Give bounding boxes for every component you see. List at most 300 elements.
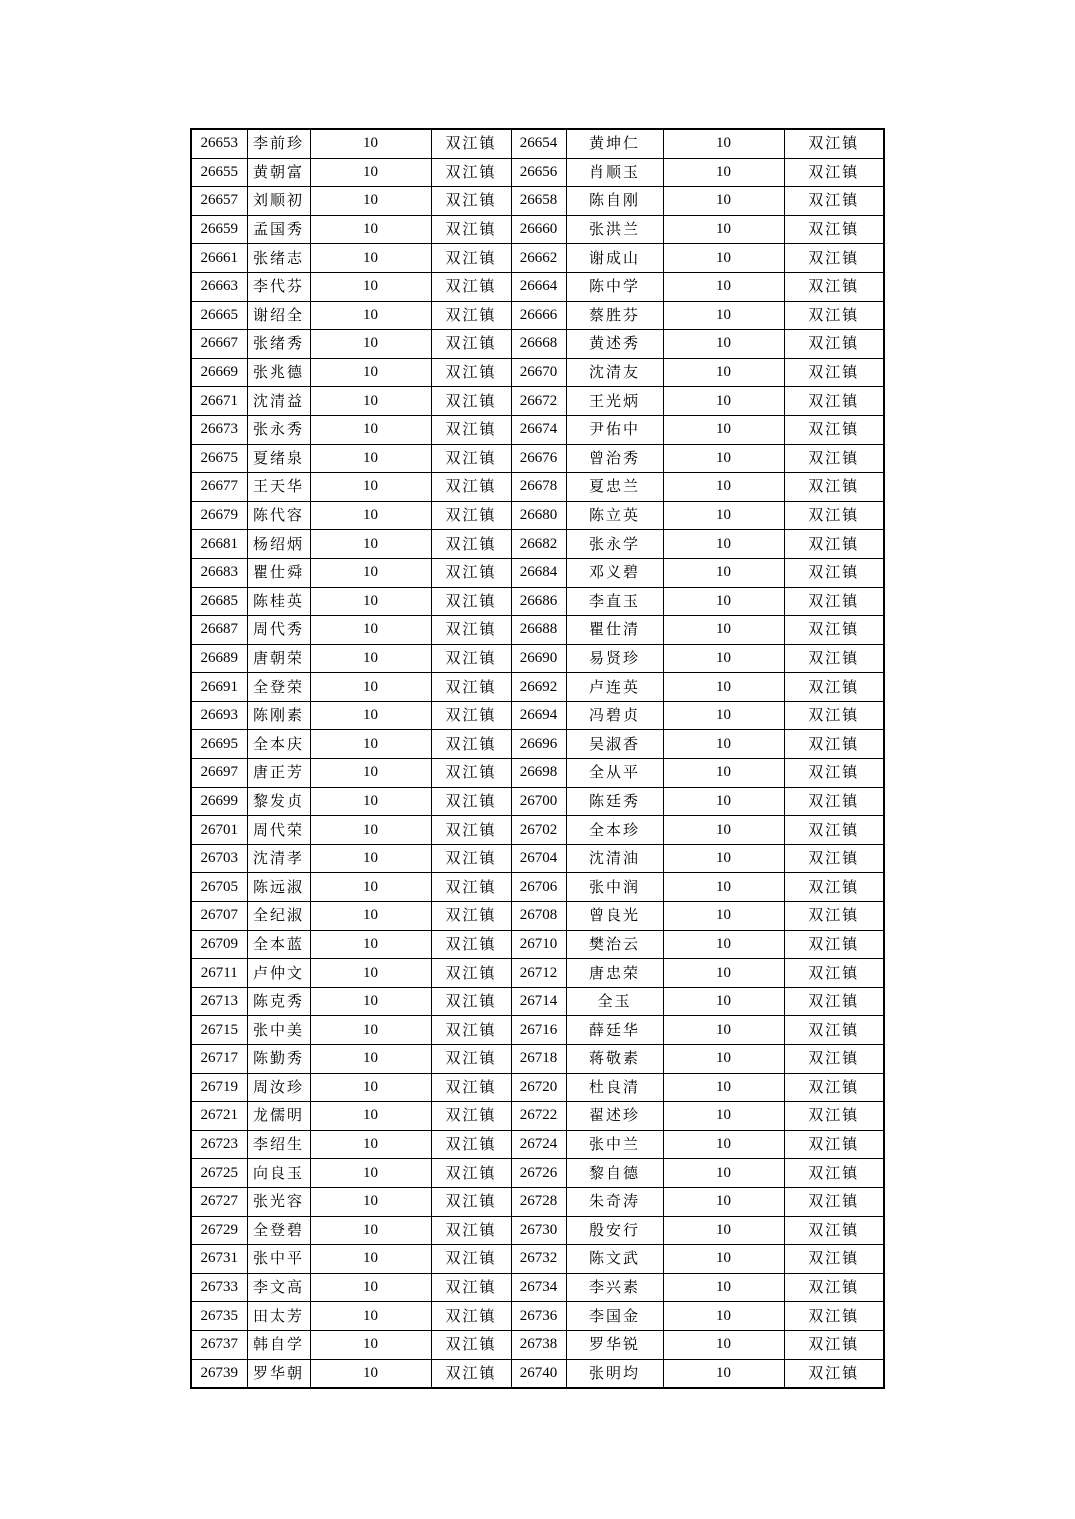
town-name-cell: 双江镇: [784, 301, 884, 330]
town-name-cell: 双江镇: [431, 730, 511, 759]
town-name-cell: 双江镇: [431, 158, 511, 187]
record-id-cell: 26659: [191, 215, 247, 244]
town-name-cell: 双江镇: [784, 1102, 884, 1131]
person-name-cell: 唐正芳: [247, 759, 310, 788]
town-name-cell: 双江镇: [431, 787, 511, 816]
table-row: [191, 330, 884, 359]
person-name-cell: 张绪志: [247, 244, 310, 273]
town-name-cell: 双江镇: [431, 301, 511, 330]
town-name-cell: 双江镇: [784, 787, 884, 816]
amount-cell: 10: [310, 787, 431, 816]
town-name-cell: 双江镇: [431, 444, 511, 473]
record-id-cell: 26711: [191, 959, 247, 988]
record-id-cell: 26719: [191, 1073, 247, 1102]
town-name-cell: 双江镇: [784, 158, 884, 187]
town-name-cell: 双江镇: [784, 444, 884, 473]
town-name-cell: 双江镇: [784, 1159, 884, 1188]
town-name-cell: 双江镇: [431, 473, 511, 502]
person-name-cell: 全本珍: [566, 816, 663, 845]
town-name-cell: 双江镇: [784, 530, 884, 559]
person-name-cell: 孟国秀: [247, 215, 310, 244]
amount-cell: 10: [310, 1045, 431, 1074]
record-id-cell: 26720: [511, 1073, 566, 1102]
table-row: [191, 272, 884, 301]
table-row: [191, 644, 884, 673]
amount-cell: 10: [310, 244, 431, 273]
amount-cell: 10: [663, 959, 784, 988]
amount-cell: 10: [310, 1073, 431, 1102]
town-name-cell: 双江镇: [431, 387, 511, 416]
record-id-cell: 26725: [191, 1159, 247, 1188]
person-name-cell: 韩自学: [247, 1330, 310, 1359]
table-row: [191, 759, 884, 788]
table-row: [191, 187, 884, 216]
amount-cell: 10: [663, 616, 784, 645]
table-row: [191, 816, 884, 845]
amount-cell: 10: [663, 272, 784, 301]
person-name-cell: 薛廷华: [566, 1016, 663, 1045]
person-name-cell: 李绍生: [247, 1130, 310, 1159]
town-name-cell: 双江镇: [784, 1130, 884, 1159]
amount-cell: 10: [663, 158, 784, 187]
amount-cell: 10: [663, 1016, 784, 1045]
town-name-cell: 双江镇: [431, 187, 511, 216]
amount-cell: 10: [310, 1273, 431, 1302]
record-id-cell: 26680: [511, 501, 566, 530]
record-id-cell: 26735: [191, 1302, 247, 1331]
amount-cell: 10: [310, 215, 431, 244]
record-id-cell: 26718: [511, 1045, 566, 1074]
table-row: [191, 215, 884, 244]
amount-cell: 10: [663, 1359, 784, 1388]
amount-cell: 10: [663, 187, 784, 216]
town-name-cell: 双江镇: [431, 530, 511, 559]
town-name-cell: 双江镇: [784, 272, 884, 301]
town-name-cell: 双江镇: [784, 415, 884, 444]
town-name-cell: 双江镇: [784, 1359, 884, 1388]
person-name-cell: 李文高: [247, 1273, 310, 1302]
record-id-cell: 26712: [511, 959, 566, 988]
town-name-cell: 双江镇: [431, 930, 511, 959]
town-name-cell: 双江镇: [431, 987, 511, 1016]
town-name-cell: 双江镇: [784, 1073, 884, 1102]
record-id-cell: 26665: [191, 301, 247, 330]
record-id-cell: 26705: [191, 873, 247, 902]
person-name-cell: 田太芳: [247, 1302, 310, 1331]
amount-cell: 10: [663, 987, 784, 1016]
record-id-cell: 26696: [511, 730, 566, 759]
record-id-cell: 26654: [511, 129, 566, 158]
record-id-cell: 26691: [191, 673, 247, 702]
town-name-cell: 双江镇: [431, 1187, 511, 1216]
table-row: [191, 730, 884, 759]
table-row: [191, 701, 884, 730]
record-id-cell: 26657: [191, 187, 247, 216]
table-row: [191, 844, 884, 873]
amount-cell: 10: [310, 501, 431, 530]
record-id-cell: 26668: [511, 330, 566, 359]
person-name-cell: 唐朝荣: [247, 644, 310, 673]
record-id-cell: 26702: [511, 816, 566, 845]
record-id-cell: 26736: [511, 1302, 566, 1331]
roster-table: [190, 128, 885, 1389]
town-name-cell: 双江镇: [431, 1245, 511, 1274]
amount-cell: 10: [310, 415, 431, 444]
person-name-cell: 张中兰: [566, 1130, 663, 1159]
record-id-cell: 26681: [191, 530, 247, 559]
amount-cell: 10: [310, 987, 431, 1016]
amount-cell: 10: [310, 473, 431, 502]
amount-cell: 10: [663, 644, 784, 673]
amount-cell: 10: [663, 558, 784, 587]
person-name-cell: 易贤珍: [566, 644, 663, 673]
table-row: [191, 1273, 884, 1302]
person-name-cell: 曾良光: [566, 902, 663, 931]
town-name-cell: 双江镇: [784, 759, 884, 788]
person-name-cell: 李直玉: [566, 587, 663, 616]
person-name-cell: 李国金: [566, 1302, 663, 1331]
record-id-cell: 26689: [191, 644, 247, 673]
record-id-cell: 26673: [191, 415, 247, 444]
table-row: [191, 1245, 884, 1274]
town-name-cell: 双江镇: [784, 1045, 884, 1074]
person-name-cell: 罗华锐: [566, 1330, 663, 1359]
record-id-cell: 26703: [191, 844, 247, 873]
amount-cell: 10: [310, 1330, 431, 1359]
record-id-cell: 26729: [191, 1216, 247, 1245]
amount-cell: 10: [310, 1245, 431, 1274]
person-name-cell: 向良玉: [247, 1159, 310, 1188]
person-name-cell: 全纪淑: [247, 902, 310, 931]
town-name-cell: 双江镇: [431, 902, 511, 931]
amount-cell: 10: [663, 873, 784, 902]
table-row: [191, 387, 884, 416]
amount-cell: 10: [663, 244, 784, 273]
record-id-cell: 26671: [191, 387, 247, 416]
amount-cell: 10: [663, 301, 784, 330]
town-name-cell: 双江镇: [784, 930, 884, 959]
town-name-cell: 双江镇: [784, 816, 884, 845]
person-name-cell: 李代芬: [247, 272, 310, 301]
person-name-cell: 黄坤仁: [566, 129, 663, 158]
record-id-cell: 26709: [191, 930, 247, 959]
amount-cell: 10: [310, 673, 431, 702]
person-name-cell: 陈文武: [566, 1245, 663, 1274]
person-name-cell: 张明均: [566, 1359, 663, 1388]
amount-cell: 10: [663, 1273, 784, 1302]
record-id-cell: 26672: [511, 387, 566, 416]
person-name-cell: 陈立英: [566, 501, 663, 530]
record-id-cell: 26682: [511, 530, 566, 559]
record-id-cell: 26667: [191, 330, 247, 359]
amount-cell: 10: [310, 1130, 431, 1159]
table-row: [191, 358, 884, 387]
record-id-cell: 26685: [191, 587, 247, 616]
town-name-cell: 双江镇: [784, 987, 884, 1016]
person-name-cell: 张中美: [247, 1016, 310, 1045]
town-name-cell: 双江镇: [784, 129, 884, 158]
record-id-cell: 26677: [191, 473, 247, 502]
table-row: [191, 673, 884, 702]
person-name-cell: 翟述珍: [566, 1102, 663, 1131]
record-id-cell: 26706: [511, 873, 566, 902]
person-name-cell: 曾治秀: [566, 444, 663, 473]
table-row: [191, 1045, 884, 1074]
person-name-cell: 陈勤秀: [247, 1045, 310, 1074]
record-id-cell: 26653: [191, 129, 247, 158]
town-name-cell: 双江镇: [784, 215, 884, 244]
town-name-cell: 双江镇: [784, 701, 884, 730]
town-name-cell: 双江镇: [431, 1102, 511, 1131]
record-id-cell: 26721: [191, 1102, 247, 1131]
person-name-cell: 李前珍: [247, 129, 310, 158]
amount-cell: 10: [663, 444, 784, 473]
town-name-cell: 双江镇: [784, 1273, 884, 1302]
record-id-cell: 26655: [191, 158, 247, 187]
amount-cell: 10: [663, 1216, 784, 1245]
table-row: [191, 1159, 884, 1188]
town-name-cell: 双江镇: [784, 244, 884, 273]
town-name-cell: 双江镇: [784, 330, 884, 359]
person-name-cell: 谢成山: [566, 244, 663, 273]
record-id-cell: 26676: [511, 444, 566, 473]
record-id-cell: 26738: [511, 1330, 566, 1359]
record-id-cell: 26697: [191, 759, 247, 788]
town-name-cell: 双江镇: [784, 1016, 884, 1045]
person-name-cell: 龙儒明: [247, 1102, 310, 1131]
person-name-cell: 夏绪泉: [247, 444, 310, 473]
record-id-cell: 26731: [191, 1245, 247, 1274]
record-id-cell: 26698: [511, 759, 566, 788]
record-id-cell: 26700: [511, 787, 566, 816]
person-name-cell: 张中润: [566, 873, 663, 902]
table-row: [191, 1187, 884, 1216]
town-name-cell: 双江镇: [784, 1245, 884, 1274]
person-name-cell: 肖顺玉: [566, 158, 663, 187]
town-name-cell: 双江镇: [431, 1045, 511, 1074]
town-name-cell: 双江镇: [431, 272, 511, 301]
town-name-cell: 双江镇: [431, 816, 511, 845]
person-name-cell: 张中平: [247, 1245, 310, 1274]
record-id-cell: 26714: [511, 987, 566, 1016]
record-id-cell: 26675: [191, 444, 247, 473]
person-name-cell: 刘顺初: [247, 187, 310, 216]
table-row: [191, 158, 884, 187]
town-name-cell: 双江镇: [431, 215, 511, 244]
amount-cell: 10: [310, 272, 431, 301]
amount-cell: 10: [663, 1102, 784, 1131]
amount-cell: 10: [310, 1216, 431, 1245]
person-name-cell: 冯碧贞: [566, 701, 663, 730]
record-id-cell: 26658: [511, 187, 566, 216]
amount-cell: 10: [663, 501, 784, 530]
record-id-cell: 26679: [191, 501, 247, 530]
record-id-cell: 26701: [191, 816, 247, 845]
table-row: [191, 244, 884, 273]
amount-cell: 10: [663, 1073, 784, 1102]
table-row: [191, 1359, 884, 1388]
town-name-cell: 双江镇: [784, 358, 884, 387]
town-name-cell: 双江镇: [431, 244, 511, 273]
amount-cell: 10: [663, 530, 784, 559]
table-row: [191, 1130, 884, 1159]
amount-cell: 10: [310, 1016, 431, 1045]
person-name-cell: 尹佑中: [566, 415, 663, 444]
person-name-cell: 吴淑香: [566, 730, 663, 759]
record-id-cell: 26683: [191, 558, 247, 587]
town-name-cell: 双江镇: [784, 616, 884, 645]
person-name-cell: 张洪兰: [566, 215, 663, 244]
table-row: [191, 787, 884, 816]
record-id-cell: 26734: [511, 1273, 566, 1302]
person-name-cell: 杜良清: [566, 1073, 663, 1102]
person-name-cell: 周汝珍: [247, 1073, 310, 1102]
table-row: [191, 873, 884, 902]
person-name-cell: 卢连英: [566, 673, 663, 702]
record-id-cell: 26727: [191, 1187, 247, 1216]
town-name-cell: 双江镇: [431, 558, 511, 587]
record-id-cell: 26708: [511, 902, 566, 931]
table-row: [191, 1016, 884, 1045]
town-name-cell: 双江镇: [431, 1073, 511, 1102]
town-name-cell: 双江镇: [431, 1330, 511, 1359]
person-name-cell: 樊治云: [566, 930, 663, 959]
town-name-cell: 双江镇: [431, 1016, 511, 1045]
record-id-cell: 26663: [191, 272, 247, 301]
person-name-cell: 陈刚素: [247, 701, 310, 730]
roster-body: [191, 129, 884, 1388]
record-id-cell: 26704: [511, 844, 566, 873]
town-name-cell: 双江镇: [431, 330, 511, 359]
person-name-cell: 张兆德: [247, 358, 310, 387]
person-name-cell: 黎发贞: [247, 787, 310, 816]
amount-cell: 10: [310, 301, 431, 330]
person-name-cell: 沈清益: [247, 387, 310, 416]
person-name-cell: 张光容: [247, 1187, 310, 1216]
table-row: [191, 1330, 884, 1359]
amount-cell: 10: [663, 1245, 784, 1274]
town-name-cell: 双江镇: [431, 959, 511, 988]
table-row: [191, 902, 884, 931]
record-id-cell: 26656: [511, 158, 566, 187]
amount-cell: 10: [663, 701, 784, 730]
person-name-cell: 瞿仕清: [566, 616, 663, 645]
amount-cell: 10: [310, 902, 431, 931]
town-name-cell: 双江镇: [431, 501, 511, 530]
record-id-cell: 26717: [191, 1045, 247, 1074]
record-id-cell: 26728: [511, 1187, 566, 1216]
town-name-cell: 双江镇: [784, 673, 884, 702]
record-id-cell: 26661: [191, 244, 247, 273]
amount-cell: 10: [663, 844, 784, 873]
amount-cell: 10: [310, 1302, 431, 1331]
record-id-cell: 26715: [191, 1016, 247, 1045]
person-name-cell: 沈清友: [566, 358, 663, 387]
record-id-cell: 26660: [511, 215, 566, 244]
person-name-cell: 唐忠荣: [566, 959, 663, 988]
amount-cell: 10: [310, 1102, 431, 1131]
town-name-cell: 双江镇: [431, 616, 511, 645]
person-name-cell: 陈代容: [247, 501, 310, 530]
amount-cell: 10: [663, 1302, 784, 1331]
person-name-cell: 陈廷秀: [566, 787, 663, 816]
record-id-cell: 26710: [511, 930, 566, 959]
amount-cell: 10: [310, 730, 431, 759]
person-name-cell: 陈桂英: [247, 587, 310, 616]
amount-cell: 10: [310, 816, 431, 845]
document-page: [190, 128, 885, 1389]
amount-cell: 10: [310, 330, 431, 359]
record-id-cell: 26722: [511, 1102, 566, 1131]
amount-cell: 10: [663, 1045, 784, 1074]
amount-cell: 10: [663, 1130, 784, 1159]
amount-cell: 10: [663, 1159, 784, 1188]
amount-cell: 10: [663, 129, 784, 158]
town-name-cell: 双江镇: [431, 1359, 511, 1388]
record-id-cell: 26692: [511, 673, 566, 702]
record-id-cell: 26686: [511, 587, 566, 616]
town-name-cell: 双江镇: [431, 844, 511, 873]
person-name-cell: 全本庆: [247, 730, 310, 759]
record-id-cell: 26733: [191, 1273, 247, 1302]
amount-cell: 10: [663, 415, 784, 444]
person-name-cell: 邓义碧: [566, 558, 663, 587]
amount-cell: 10: [310, 616, 431, 645]
town-name-cell: 双江镇: [784, 959, 884, 988]
amount-cell: 10: [310, 587, 431, 616]
person-name-cell: 李兴素: [566, 1273, 663, 1302]
amount-cell: 10: [310, 1159, 431, 1188]
amount-cell: 10: [663, 358, 784, 387]
amount-cell: 10: [310, 644, 431, 673]
town-name-cell: 双江镇: [784, 387, 884, 416]
table-row: [191, 959, 884, 988]
table-row: [191, 444, 884, 473]
town-name-cell: 双江镇: [784, 902, 884, 931]
person-name-cell: 陈自刚: [566, 187, 663, 216]
record-id-cell: 26732: [511, 1245, 566, 1274]
table-row: [191, 415, 884, 444]
amount-cell: 10: [310, 129, 431, 158]
amount-cell: 10: [310, 844, 431, 873]
amount-cell: 10: [663, 587, 784, 616]
town-name-cell: 双江镇: [431, 1216, 511, 1245]
town-name-cell: 双江镇: [784, 1187, 884, 1216]
record-id-cell: 26687: [191, 616, 247, 645]
town-name-cell: 双江镇: [431, 1159, 511, 1188]
table-row: [191, 473, 884, 502]
person-name-cell: 全从平: [566, 759, 663, 788]
amount-cell: 10: [310, 1187, 431, 1216]
person-name-cell: 张永秀: [247, 415, 310, 444]
person-name-cell: 全登荣: [247, 673, 310, 702]
town-name-cell: 双江镇: [784, 873, 884, 902]
person-name-cell: 黄朝富: [247, 158, 310, 187]
town-name-cell: 双江镇: [431, 873, 511, 902]
town-name-cell: 双江镇: [431, 1273, 511, 1302]
amount-cell: 10: [310, 387, 431, 416]
record-id-cell: 26693: [191, 701, 247, 730]
person-name-cell: 陈中学: [566, 272, 663, 301]
town-name-cell: 双江镇: [431, 129, 511, 158]
table-row: [191, 930, 884, 959]
person-name-cell: 全登碧: [247, 1216, 310, 1245]
record-id-cell: 26666: [511, 301, 566, 330]
amount-cell: 10: [310, 158, 431, 187]
town-name-cell: 双江镇: [431, 673, 511, 702]
table-row: [191, 1073, 884, 1102]
person-name-cell: 夏忠兰: [566, 473, 663, 502]
